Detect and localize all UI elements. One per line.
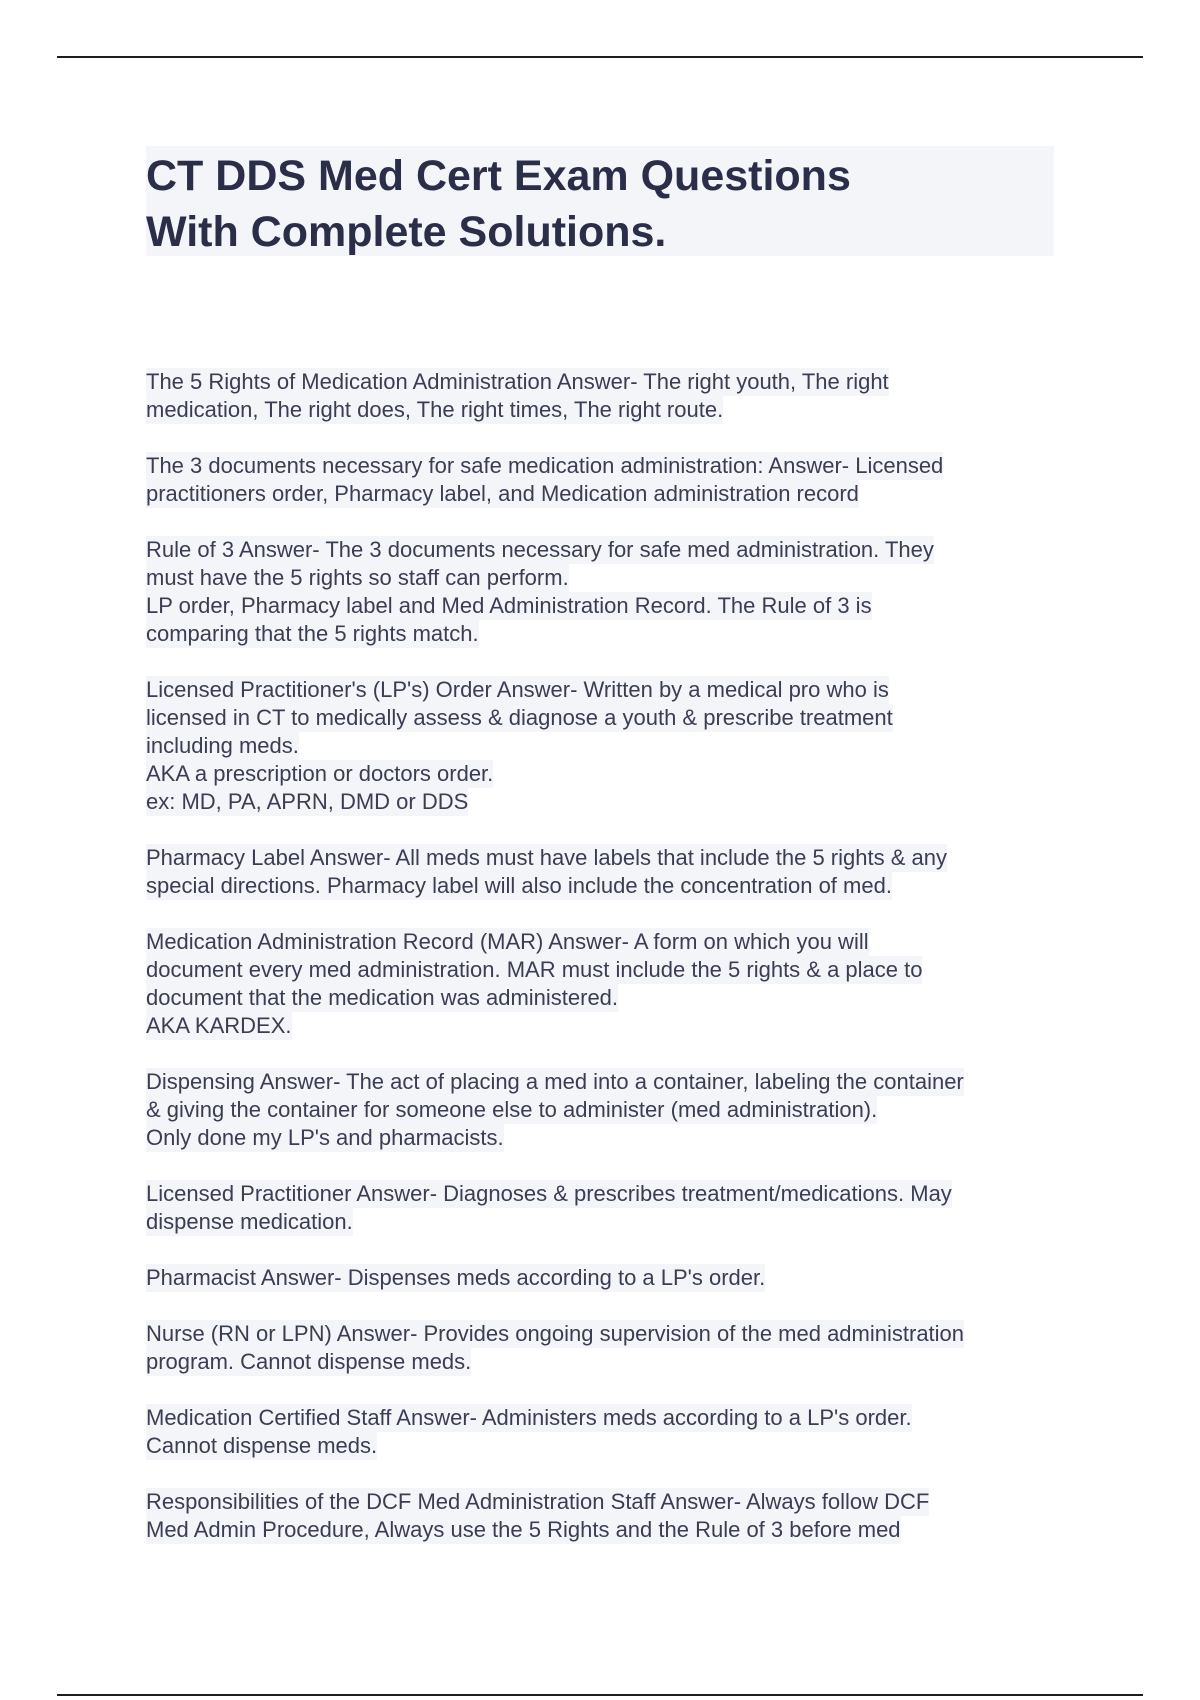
qa-entry-line: Medication Administration Record (MAR) Answer- A form on which you will	[146, 929, 869, 954]
title-line-1: CT DDS Med Cert Exam Questions	[146, 152, 851, 200]
qa-entry-line: must have the 5 rights so staff can perform.	[146, 565, 569, 590]
qa-entry-line: Responsibilities of the DCF Med Administration Staff Answer- Always follow DCF	[146, 1489, 930, 1514]
qa-entry	[146, 452, 1066, 508]
qa-entry-line: including meds.	[146, 733, 299, 758]
qa-entry-line: Pharmacy Label Answer- All meds must have labels that include the 5 rights & any	[146, 845, 947, 870]
top-divider	[57, 56, 1143, 58]
title-line-2: With Complete Solutions.	[146, 208, 667, 256]
qa-entry	[146, 1404, 1066, 1460]
qa-entry	[146, 844, 1066, 900]
document-title	[146, 146, 1054, 256]
qa-entry-line: Licensed Practitioner's (LP's) Order Answer- Written by a medical pro who is	[146, 677, 889, 702]
qa-entry	[146, 1068, 1066, 1152]
qa-entry-line: Licensed Practitioner Answer- Diagnoses & prescribes treatment/medications. May	[146, 1181, 952, 1206]
qa-entry-line: licensed in CT to medically assess & diagnose a youth & prescribe treatment	[146, 705, 893, 730]
qa-entry	[146, 1264, 1066, 1292]
qa-entry-line: comparing that the 5 rights match.	[146, 621, 479, 646]
qa-entry-line: Only done my LP's and pharmacists.	[146, 1125, 504, 1150]
qa-entry	[146, 676, 1066, 816]
qa-entry-line: The 5 Rights of Medication Administration Answer- The right youth, The right	[146, 369, 889, 394]
qa-entry-line: dispense medication.	[146, 1209, 353, 1234]
qa-entry-line: special directions. Pharmacy label will also include the concentration of med.	[146, 873, 892, 898]
bottom-divider	[57, 1694, 1143, 1696]
qa-entry	[146, 1180, 1066, 1236]
qa-entry-line: AKA a prescription or doctors order.	[146, 761, 494, 786]
qa-entry-line: Dispensing Answer- The act of placing a med into a container, labeling the container	[146, 1069, 964, 1094]
qa-entry-line: Med Admin Procedure, Always use the 5 Rights and the Rule of 3 before med	[146, 1517, 901, 1542]
qa-entry-line: document every med administration. MAR must include the 5 rights & a place to	[146, 957, 923, 982]
qa-list	[146, 368, 1066, 1572]
qa-entry	[146, 1320, 1066, 1376]
qa-entry-line: program. Cannot dispense meds.	[146, 1349, 472, 1374]
qa-entry-line: medication, The right does, The right times, The right route.	[146, 397, 724, 422]
qa-entry	[146, 1488, 1066, 1544]
qa-entry	[146, 368, 1066, 424]
qa-entry-line: practitioners order, Pharmacy label, and Medication administration record	[146, 481, 859, 506]
qa-entry-line: Medication Certified Staff Answer- Administers meds according to a LP's order.	[146, 1405, 912, 1430]
qa-entry-line: & giving the container for someone else to administer (med administration).	[146, 1097, 878, 1122]
qa-entry-line: Pharmacist Answer- Dispenses meds according to a LP's order.	[146, 1265, 766, 1290]
qa-entry-line: AKA KARDEX.	[146, 1013, 292, 1038]
qa-entry-line: ex: MD, PA, APRN, DMD or DDS	[146, 789, 469, 814]
qa-entry-line: document that the medication was administered.	[146, 985, 619, 1010]
qa-entry-line: Cannot dispense meds.	[146, 1433, 378, 1458]
qa-entry-line: LP order, Pharmacy label and Med Administration Record. The Rule of 3 is	[146, 593, 872, 618]
qa-entry-line: The 3 documents necessary for safe medication administration: Answer- Licensed	[146, 453, 944, 478]
qa-entry	[146, 536, 1066, 648]
qa-entry-line: Rule of 3 Answer- The 3 documents necessary for safe med administration. They	[146, 537, 934, 562]
qa-entry	[146, 928, 1066, 1040]
qa-entry-line: Nurse (RN or LPN) Answer- Provides ongoing supervision of the med administration	[146, 1321, 965, 1346]
